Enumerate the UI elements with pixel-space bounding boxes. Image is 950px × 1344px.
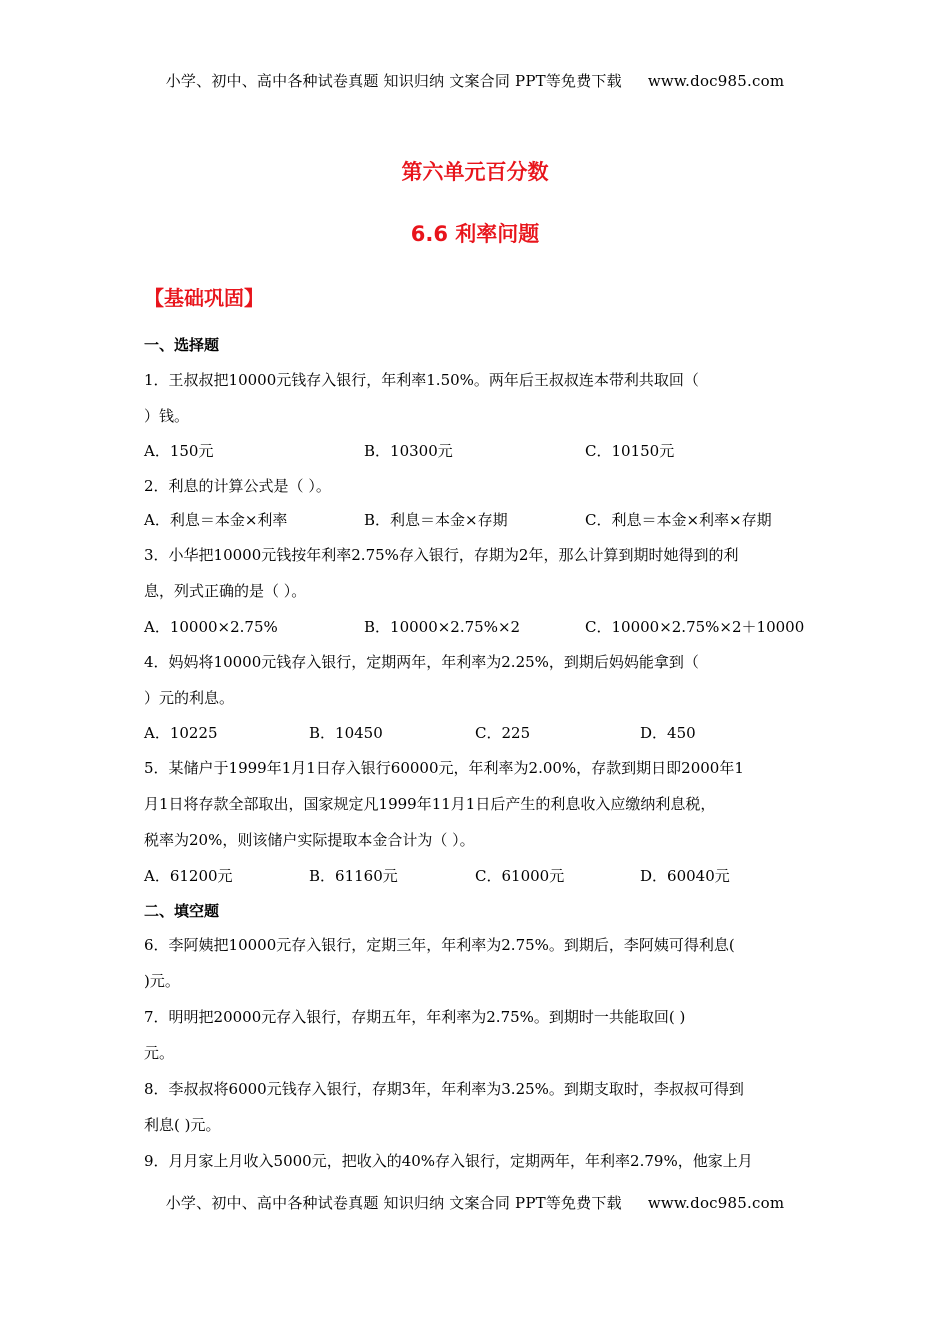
q5-option-d: D．60040元 <box>640 867 730 885</box>
q2-option-c: C．利息＝本金×利率×存期 <box>585 511 772 529</box>
q8-line1: 8．李叔叔将6000元钱存入银行，存期3年，年利率为3.25%。到期支取时，李叔叔可得到 <box>144 1080 744 1098</box>
q2-line1: 2．利息的计算公式是（ ）。 <box>144 477 331 495</box>
q5-option-a: A．61200元 <box>144 867 233 885</box>
group-choice-heading: 一、选择题 <box>144 336 220 354</box>
q4-option-b: B．10450 <box>309 724 383 742</box>
header-text: 小学、初中、高中各种试卷真题 知识归纳 文案合同 PPT等免费下载 <box>165 72 622 90</box>
q4-line1: 4．妈妈将10000元钱存入银行，定期两年，年利率为2.25%，到期后妈妈能拿到（ <box>144 653 699 671</box>
q1-option-c: C．10150元 <box>585 442 675 460</box>
page-header <box>0 70 950 91</box>
q8-line2: 利息( )元。 <box>144 1116 221 1134</box>
q4-option-c: C．225 <box>475 724 531 742</box>
q3-line1: 3．小华把10000元钱按年利率2.75%存入银行，存期为2年，那么计算到期时她得到的利 <box>144 546 739 564</box>
q5-option-c: C．61000元 <box>475 867 565 885</box>
q1-line2: ）钱。 <box>144 407 190 425</box>
q5-line2: 月1日将存款全部取出，国家规定凡1999年11月1日后产生的利息收入应缴纳利息税， <box>144 795 716 813</box>
q4-line2: ）元的利息。 <box>144 689 235 707</box>
footer-text: 小学、初中、高中各种试卷真题 知识归纳 文案合同 PPT等免费下载 <box>165 1194 622 1212</box>
q1-option-b: B．10300元 <box>364 442 453 460</box>
q2-option-b: B．利息＝本金×存期 <box>364 511 508 529</box>
q3-option-c: C．10000×2.75%×2＋10000 <box>585 618 805 636</box>
q4-option-d: D．450 <box>640 724 696 742</box>
footer-site: www.doc985.com <box>647 1194 785 1212</box>
q3-line2: 息，列式正确的是（ ）。 <box>144 582 307 600</box>
q5-line1: 5．某储户于1999年1月1日存入银行60000元，年利率为2.00%，存款到期日即2000年1 <box>144 759 744 777</box>
page-footer <box>0 1192 950 1213</box>
q7-line1: 7．明明把20000元存入银行，存期五年，年利率为2.75%。到期时一共能取回( ) <box>144 1008 686 1026</box>
q3-option-a: A．10000×2.75% <box>144 618 278 636</box>
q3-option-b: B．10000×2.75%×2 <box>364 618 521 636</box>
lesson-title: 6.6 利率问题 <box>410 222 540 246</box>
q7-line2: 元。 <box>144 1044 175 1062</box>
q6-line2: )元。 <box>144 972 180 990</box>
header-site: www.doc985.com <box>647 72 785 90</box>
q6-line1: 6．李阿姨把10000元存入银行，定期三年，年利率为2.75%。到期后，李阿姨可得利息( <box>144 936 735 954</box>
q5-line3: 税率为20%，则该储户实际提取本金合计为（ ）。 <box>144 831 475 849</box>
section-title: 【基础巩固】 <box>144 286 264 310</box>
group-fill-heading: 二、填空题 <box>144 902 220 920</box>
q9-line1: 9．月月家上月收入5000元，把收入的40%存入银行，定期两年，年利率2.79%，他家上月 <box>144 1152 753 1170</box>
q2-option-a: A．利息＝本金×利率 <box>144 511 288 529</box>
q5-option-b: B．61160元 <box>309 867 398 885</box>
q4-option-a: A．10225 <box>144 724 218 742</box>
q1-option-a: A．150元 <box>144 442 214 460</box>
q1-line1: 1．王叔叔把10000元钱存入银行，年利率1.50%。两年后王叔叔连本带利共取回（ <box>144 371 699 389</box>
unit-title: 第六单元百分数 <box>401 160 549 184</box>
